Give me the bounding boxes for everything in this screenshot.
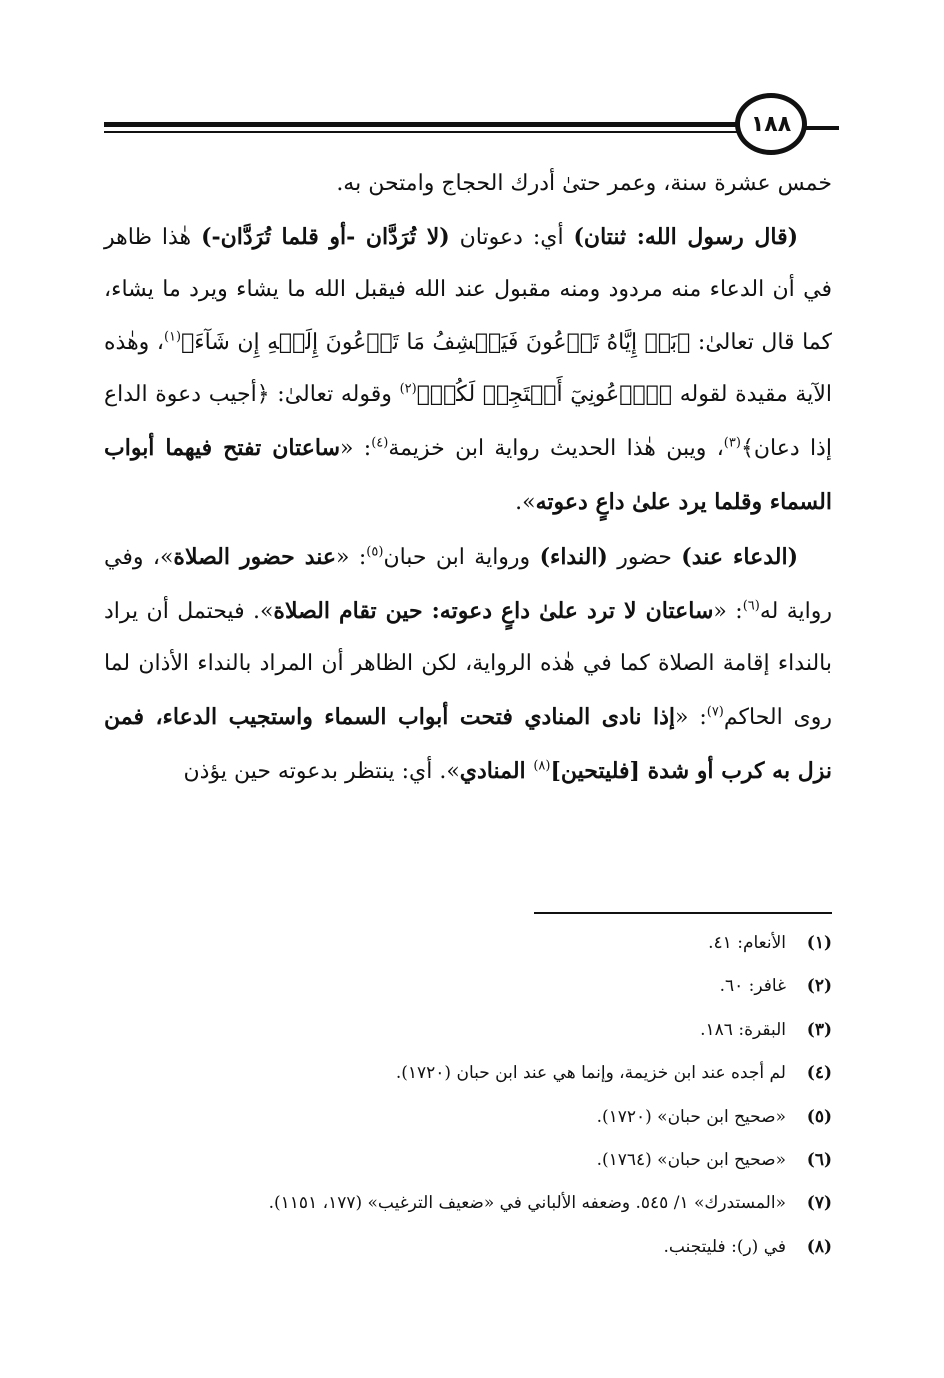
footnote-ref[interactable]: (٤) [371,435,389,451]
hadith-quote: (قال رسول الله: ثنتان) [573,223,799,250]
footnote-number: (٢) [806,976,832,997]
footnote-item [104,1096,832,1139]
punctuation: : « [713,598,743,624]
footnote-text: الأنعام: ٤١. [708,933,786,953]
footnote-item [104,1139,832,1182]
hadith-quote: (النداء) [539,544,608,571]
footnote-ref[interactable]: (٧) [706,704,724,720]
hadith-quote: إذا نادى المنادي فتحت أبواب السماء واستجيب الدعاء، فمن نزل به كرب أو شدة [فليتحين] [104,703,832,784]
footnote-text: «المستدرك» ١/ ٥٤٥. وضعفه الألباني في «ضعيف الترغيب» (١٧٧، ١١٥١). [268,1193,786,1214]
page-number-medallion [735,93,807,155]
footnote-ref[interactable]: (٦) [742,598,760,614]
footnote-ref[interactable]: (٨) [533,758,551,774]
footnote-number: (٨) [806,1236,832,1257]
page-number: ١٨٨ [750,111,792,137]
main-text [104,158,832,798]
footnote-text: «صحيح ابن حبان» (١٧٦٤). [596,1150,786,1171]
footnote-item [104,922,832,965]
commentary-text: »، وفي رواية له [104,545,832,624]
footnote-item [104,1226,832,1269]
commentary-text: وقوله تعالىٰ: ﴿أجيب دعوة الداع إذا دعان﴾ [104,382,832,461]
footnote-number: (٣) [806,1019,832,1040]
paragraph-3 [104,531,832,798]
hadith-quote: عند حضور الصلاة [173,544,337,571]
footnote-number: (٤) [806,1063,832,1084]
footnote-ref[interactable]: (٥) [366,544,384,560]
header-rule-tail [805,126,839,130]
hadith-quote: ساعتان تفتح فيهما أبواب السماء وقلما يرد علىٰ داعٍ دعوته [104,434,832,515]
footnote-ref[interactable]: (١) [163,329,182,345]
footnotes [104,922,832,1269]
commentary-text: هٰذا ظاهر في أن الدعاء منه مردود ومنه مقبول عند الله فيقبل الله ما يشاء ويرد ما يشاء، كما قال تعالىٰ: ﴿بَلۡ إِيَّاهُ تَدۡعُونَ فَيَكۡشِفُ مَا تَدۡعُونَ إِلَيۡهِ إِن شَآءَ﴾ [104,224,832,355]
punctuation: ». [515,489,536,515]
header-rule-thin [104,131,744,133]
paragraph-1-text: خمس عشرة سنة، وعمر حتىٰ أدرك الحجاج وامتحن به. [336,171,832,196]
footnote-ref[interactable]: (٢) [399,382,417,398]
hadith-quote: ساعتان لا ترد علىٰ داعٍ دعوته: حين تقام الصلاة [273,597,714,624]
commentary-text: ورواية ابن حبان [383,545,540,571]
footnote-text: «صحيح ابن حبان» (١٧٢٠). [596,1106,786,1127]
commentary-text: ، ويبن هٰذا الحديث رواية ابن خزيمة [388,435,724,461]
commentary-text: حضور [607,545,682,571]
footnote-number: (٥) [806,1106,832,1127]
footnote-text: البقرة: ١٨٦. [700,1019,786,1040]
footnote-ref[interactable]: (٣) [723,435,741,451]
paragraph-2 [104,211,832,530]
commentary-text: ، وهٰذه الآية مقيدة لقوله ﴿ٱدۡعُونِيٓ أَسۡتَجِبۡ لَكُمۡ﴾ [104,329,832,408]
footnote-item [104,1052,832,1095]
footnote-number: (٦) [806,1150,832,1171]
footnote-number: (٧) [806,1193,832,1214]
hadith-quote: (لا تُرَدَّان -أو قلما تُرَدَّان-) [201,223,450,250]
punctuation: : « [336,545,367,571]
footnote-number: (١) [806,933,832,953]
punctuation: : « [675,704,707,730]
footnote-text: غافر: ٦٠. [719,976,786,997]
footnote-item [104,1182,832,1225]
header-rule-thick [104,122,744,127]
commentary-text: ». فيحتمل أن يراد بالنداء إقامة الصلاة كما في هٰذه الرواية، لكن الظاهر أن المراد بالنداء الأذان لما روى الحاكم [104,598,832,730]
punctuation: : « [340,435,372,461]
footnote-item [104,1009,832,1052]
paragraph-1 [104,158,832,211]
commentary-text: ». أي: ينتظر بدعوته حين يؤذن [183,758,460,784]
hadith-quote: المنادي [459,757,534,784]
hadith-quote: (الدعاء عند) [681,544,798,571]
commentary-text: أي: دعوتان [449,224,574,250]
footnote-item [104,965,832,1008]
footnote-separator [534,912,832,914]
footnote-text: في (ر): فليتجنب. [663,1236,786,1257]
footnote-text: لم أجده عند ابن خزيمة، وإنما هي عند ابن حبان (١٧٢٠). [395,1063,786,1084]
